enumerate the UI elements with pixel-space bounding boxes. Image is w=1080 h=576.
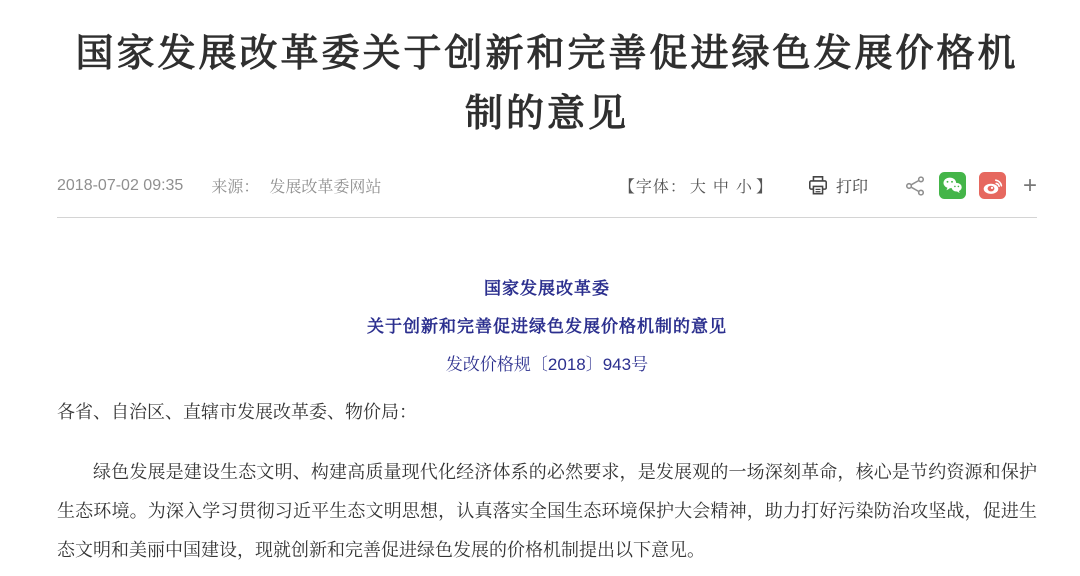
source-label: 来源： [211, 179, 260, 196]
wechat-share-button[interactable] [939, 172, 966, 199]
article-page [0, 24, 1080, 570]
page-title: 国家发展改革委关于创新和完善促进绿色发展价格机制的意见 [75, 33, 1019, 135]
meta-left [57, 174, 381, 197]
printer-icon [807, 175, 829, 196]
meta-bar [57, 172, 1037, 218]
share-button[interactable] [904, 175, 926, 197]
meta-tools [619, 172, 1037, 199]
print-button[interactable] [807, 174, 868, 197]
document-heading [57, 270, 1037, 384]
source-value: 发展改革委网站 [269, 179, 382, 196]
print-label: 打印 [835, 179, 868, 196]
font-size-suffix: 】 [755, 179, 773, 196]
font-size-prefix: 【字体： [618, 179, 687, 196]
salutation: 各省、自治区、直辖市发展改革委、物价局： [57, 402, 417, 422]
more-share-button[interactable]: + [1022, 171, 1037, 199]
wechat-icon [939, 172, 966, 199]
weibo-share-button[interactable] [979, 172, 1006, 199]
doc-issuing-org: 国家发展改革委 [484, 279, 610, 298]
font-size-medium[interactable]: 中 [712, 179, 730, 196]
font-size-small[interactable]: 小 [735, 179, 753, 196]
font-size-large[interactable]: 大 [689, 179, 707, 196]
body-paragraph: 绿色发展是建设生态文明、构建高质量现代化经济体系的必然要求，是发展观的一场深刻革命，核心是节约资源和保护生态环境。为深入学习贯彻习近平生态文明思想，认真落实全国生态环境保护大会精神，助力打好污染防治攻坚战，促进生态文明和美丽中国建设，现就创新和完善促进绿色发展的价格机制提出以下意见。 [57, 462, 1037, 560]
font-size-control [619, 174, 773, 197]
share-nodes-icon [904, 175, 926, 197]
source [211, 174, 381, 197]
doc-title: 关于创新和完善促进绿色发展价格机制的意见 [367, 317, 727, 336]
publish-datetime: 2018-07-02 09:35 [57, 176, 184, 194]
share-group [904, 172, 1037, 199]
doc-number: 发改价格规〔2018〕943号 [445, 355, 649, 374]
weibo-icon [979, 172, 1006, 199]
